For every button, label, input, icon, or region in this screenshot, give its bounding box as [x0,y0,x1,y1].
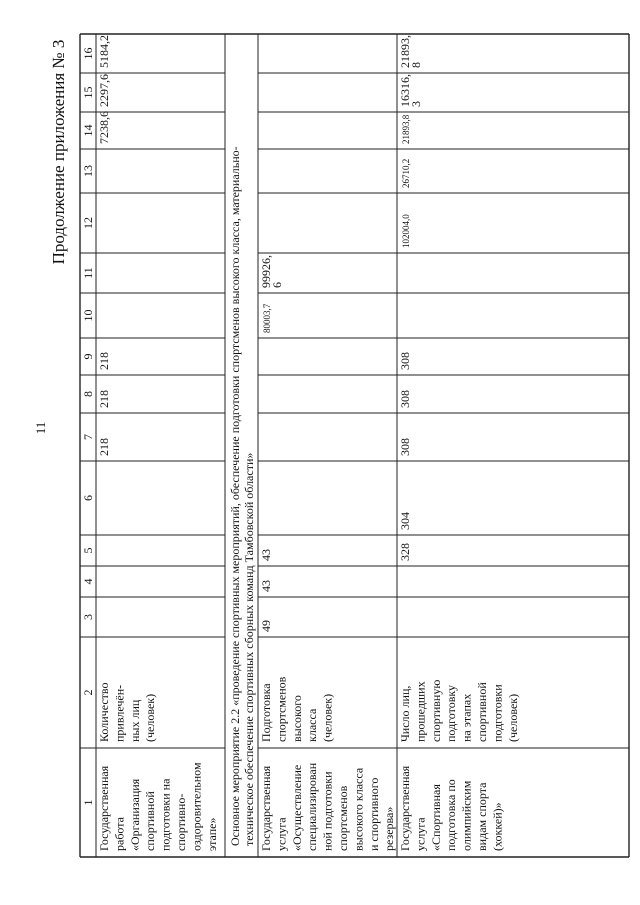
service-name: «Организация [127,778,142,851]
cell-value: 308 [398,438,412,456]
indicator-name: привлечён- [112,684,127,742]
cell-value: 43 [259,580,273,592]
column-number: 12 [81,217,95,229]
cell-value: 8 [409,62,423,68]
cell-value: 26710,2 [401,158,411,188]
service-name: олимпийским [459,780,474,851]
service-name: Государственная [259,765,273,851]
cell-value: 43 [259,549,273,561]
appendix-title: Продолжение приложения № 3 [49,39,68,265]
indicator-name: подготовку [444,684,459,742]
cell-value: 308 [398,390,412,408]
column-number: 4 [81,578,95,585]
budget-table [80,34,629,857]
service-name: специализирован [305,762,320,851]
service-name: Государственная [398,765,412,851]
cell-value: 218 [97,390,111,408]
service-name: спортивной [143,791,158,851]
indicator-name: (человек) [320,693,335,742]
indicator-name: Количество [97,682,111,742]
column-number: 8 [81,391,95,397]
indicator-name: ных лиц [127,699,142,742]
column-number: 3 [81,614,95,620]
indicator-name: прошедших [413,681,428,742]
service-name: спортивно- [174,793,188,851]
column-number: 13 [81,165,95,177]
service-name: резерва» [382,806,397,851]
cell-value: 7238,6 [97,111,111,144]
cell-value: 21893, [398,35,412,68]
section-heading: техническое обеспечение спортивных сборных команд Тамбовской области» [242,452,256,846]
column-number: 5 [81,547,95,554]
service-name: видам спорта [475,782,489,851]
cell-value: 2297,6 [97,74,111,107]
service-name: Государственная [97,765,111,851]
column-number: 1 [81,799,95,806]
service-name: подготовка по [444,779,459,851]
cell-value: 5184,2 [97,35,111,68]
service-name: «Спортивная [428,784,443,851]
cell-value: 21893,8 [401,114,411,144]
column-number: 9 [81,353,95,360]
service-name: «Осуществление [289,764,304,851]
service-name: высокого класса [351,767,366,851]
column-number: 2 [81,689,95,696]
indicator-name: класса [305,708,320,742]
column-number: 16 [81,47,95,60]
cell-value: 308 [398,352,412,370]
service-name: услуга [413,817,428,851]
cell-value: 3 [409,101,423,107]
service-name: ной подготовки [320,771,335,851]
service-name: этапе» [204,817,219,851]
column-number: 14 [81,124,95,137]
indicator-name: (человек) [143,693,158,742]
column-number: 15 [81,86,95,99]
service-name: оздоровительном [189,762,204,851]
indicator-name: спортивной [475,682,489,742]
cell-value: 328 [398,543,412,561]
cell-value: 99926, [259,255,273,288]
indicator-name: спортсменов [274,676,289,742]
service-name: (хоккей)» [490,802,505,851]
indicator-name: спортивную [428,679,443,742]
column-number: 10 [81,309,95,322]
indicator-name: высокого [289,695,304,742]
indicator-name: (человек) [505,693,520,742]
section-heading: Основное мероприятие 2.2 «проведение спортивных мероприятий, обеспечение подготовки спортсменов высокого класса, материально- [228,146,242,846]
page-number: 11 [33,421,48,435]
service-name: и спортивного [366,777,381,851]
service-name: подготовки на [158,778,173,851]
column-number: 7 [81,434,95,440]
cell-value: 304 [398,512,412,530]
indicator-name: Число лиц, [398,685,412,742]
indicator-name: на этапах [459,693,474,742]
cell-value: 102004,0 [401,214,411,248]
service-name: услуга [274,817,289,851]
cell-value: 16316, [398,74,412,107]
service-name: спортсменов [336,785,350,851]
service-name: работа [112,817,127,851]
cell-value: 218 [97,438,111,456]
cell-value: 6 [270,282,284,288]
cell-value: 80003,7 [262,303,272,333]
cell-value: 49 [259,620,273,632]
indicator-name: подготовки [490,684,505,742]
column-number: 6 [81,495,95,501]
column-number: 11 [81,267,95,279]
cell-value: 218 [97,352,111,370]
table-grid [80,34,629,857]
indicator-name: Подготовка [259,683,273,742]
